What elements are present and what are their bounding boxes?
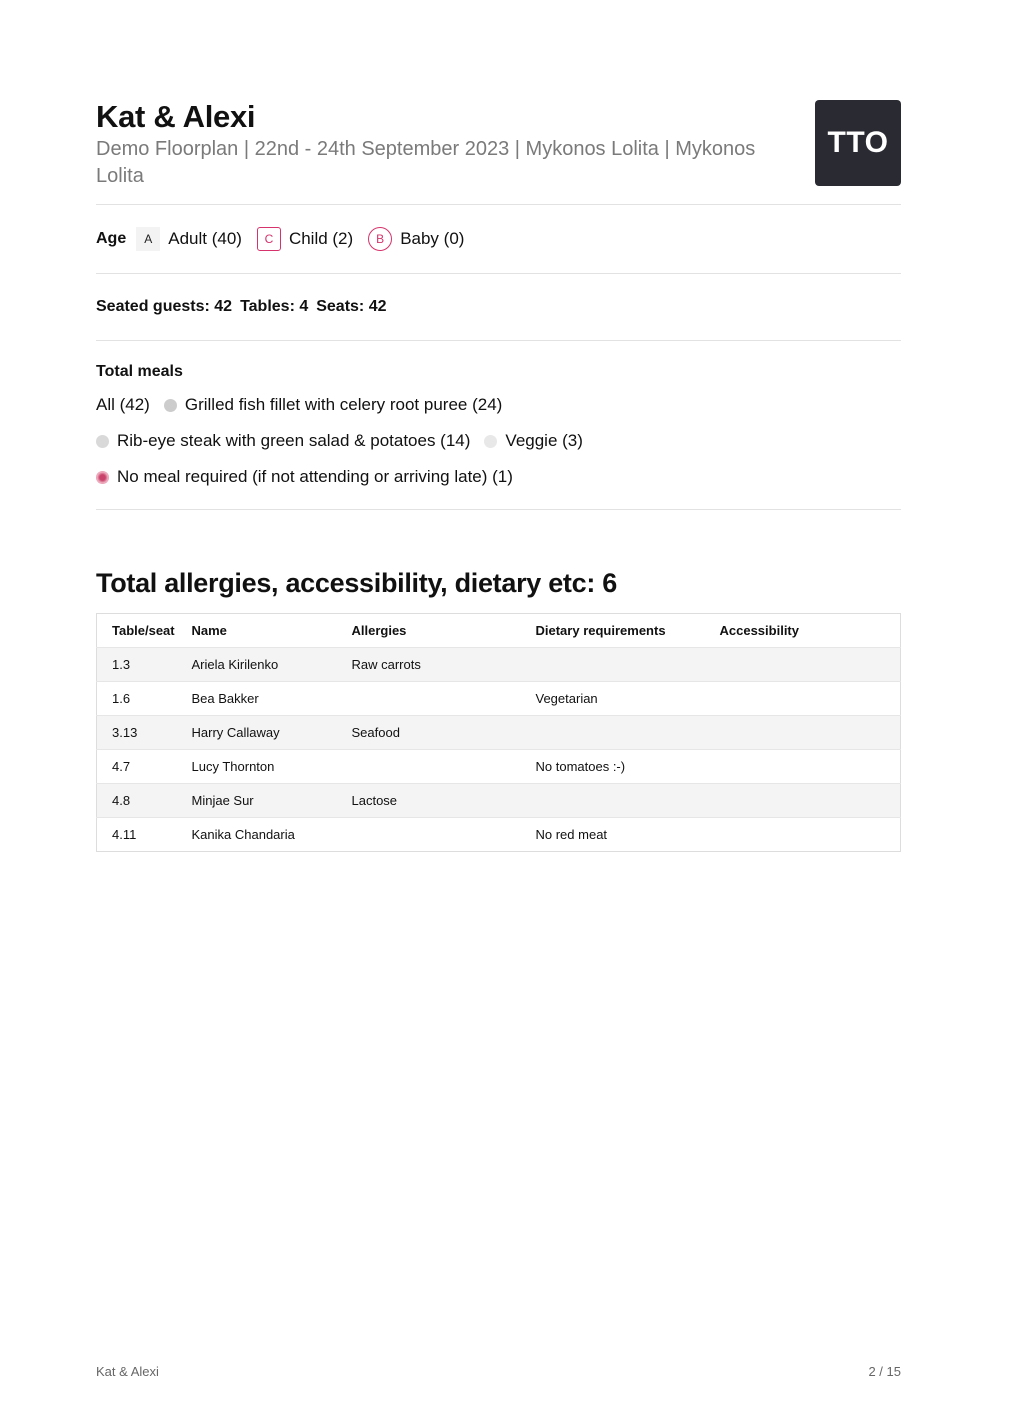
meal-dot-icon [164,399,177,412]
footer-event-name: Kat & Alexi [96,1364,159,1379]
table-row [97,648,901,682]
table-header-row [97,614,901,648]
cell-allergies: Raw carrots [337,648,521,682]
age-child-count: Child (2) [288,229,354,248]
cell-dietary: No tomatoes :-) [521,750,705,784]
meal-dot-icon [484,435,497,448]
table-row [97,784,901,818]
cell-name: Kanika Chandaria [177,818,337,852]
age-label: Age [96,230,127,247]
cell-seat: 4.8 [97,784,177,818]
meal-fish-label: Grilled fish fillet with celery root puree (24) [184,395,503,414]
meal-none-label: No meal required (if not attending or arriving late) (1) [117,467,513,486]
col-header-accessibility: Accessibility [705,614,901,648]
page-title: Kat & Alexi [96,99,256,134]
meal-item [484,431,583,451]
age-baby-count: Baby (0) [400,229,465,248]
title-block [96,98,796,190]
cell-dietary [521,648,705,682]
cell-dietary [521,784,705,818]
meal-line [96,387,901,423]
cell-accessibility [705,682,901,716]
cell-seat: 4.7 [97,750,177,784]
col-header-table-seat: Table/seat [97,614,177,648]
meal-line [96,423,901,459]
cell-name: Ariela Kirilenko [177,648,337,682]
cell-accessibility [705,716,901,750]
meal-item [164,395,502,415]
baby-badge-icon: B [368,227,392,251]
meal-dot-icon [96,435,109,448]
report-page [96,98,901,852]
cell-accessibility [705,784,901,818]
meals-section [96,341,901,510]
adult-badge-icon: A [136,227,160,251]
cell-name: Harry Callaway [177,716,337,750]
footer-page-number: 2 / 15 [868,1364,901,1379]
cell-dietary: Vegetarian [521,682,705,716]
cell-dietary: No red meat [521,818,705,852]
meal-item [96,431,470,451]
cell-seat: 1.3 [97,648,177,682]
seated-guests-stat: Seated guests: 42 [96,298,233,315]
meal-dot-patterned-icon [96,471,109,484]
col-header-name: Name [177,614,337,648]
meal-all: All (42) [96,395,150,414]
child-badge-icon: C [257,227,281,251]
allergies-table [96,613,901,852]
cell-seat: 1.6 [97,682,177,716]
meals-title: Total meals [96,363,183,380]
cell-name: Bea Bakker [177,682,337,716]
meal-steak-label: Rib-eye steak with green salad & potatoes (14) [117,431,471,450]
table-row [97,682,901,716]
age-adult-count: Adult (40) [168,229,242,248]
cell-name: Lucy Thornton [177,750,337,784]
col-header-allergies: Allergies [337,614,521,648]
meal-item [96,467,513,487]
cell-allergies: Seafood [337,716,521,750]
seating-stats [96,274,901,341]
cell-allergies [337,818,521,852]
cell-allergies: Lactose [337,784,521,818]
meal-line [96,459,901,495]
cell-name: Minjae Sur [177,784,337,818]
cell-allergies [337,750,521,784]
cell-accessibility [705,818,901,852]
table-row [97,716,901,750]
allergies-title: Total allergies, accessibility, dietary etc: 6 [96,568,617,598]
tto-logo: TTO [815,100,901,186]
cell-seat: 3.13 [97,716,177,750]
table-row [97,750,901,784]
meal-veggie-label: Veggie (3) [505,431,583,450]
cell-seat: 4.11 [97,818,177,852]
col-header-dietary: Dietary requirements [521,614,705,648]
cell-accessibility [705,750,901,784]
cell-allergies [337,682,521,716]
table-row [97,818,901,852]
age-legend [96,205,901,274]
report-header [96,98,901,205]
page-subtitle: Demo Floorplan | 22nd - 24th September 2023 | Mykonos Lolita | Mykonos Lolita [96,138,756,187]
tables-stat: Tables: 4 [240,298,309,315]
seats-stat: Seats: 42 [316,298,387,315]
cell-accessibility [705,648,901,682]
cell-dietary [521,716,705,750]
